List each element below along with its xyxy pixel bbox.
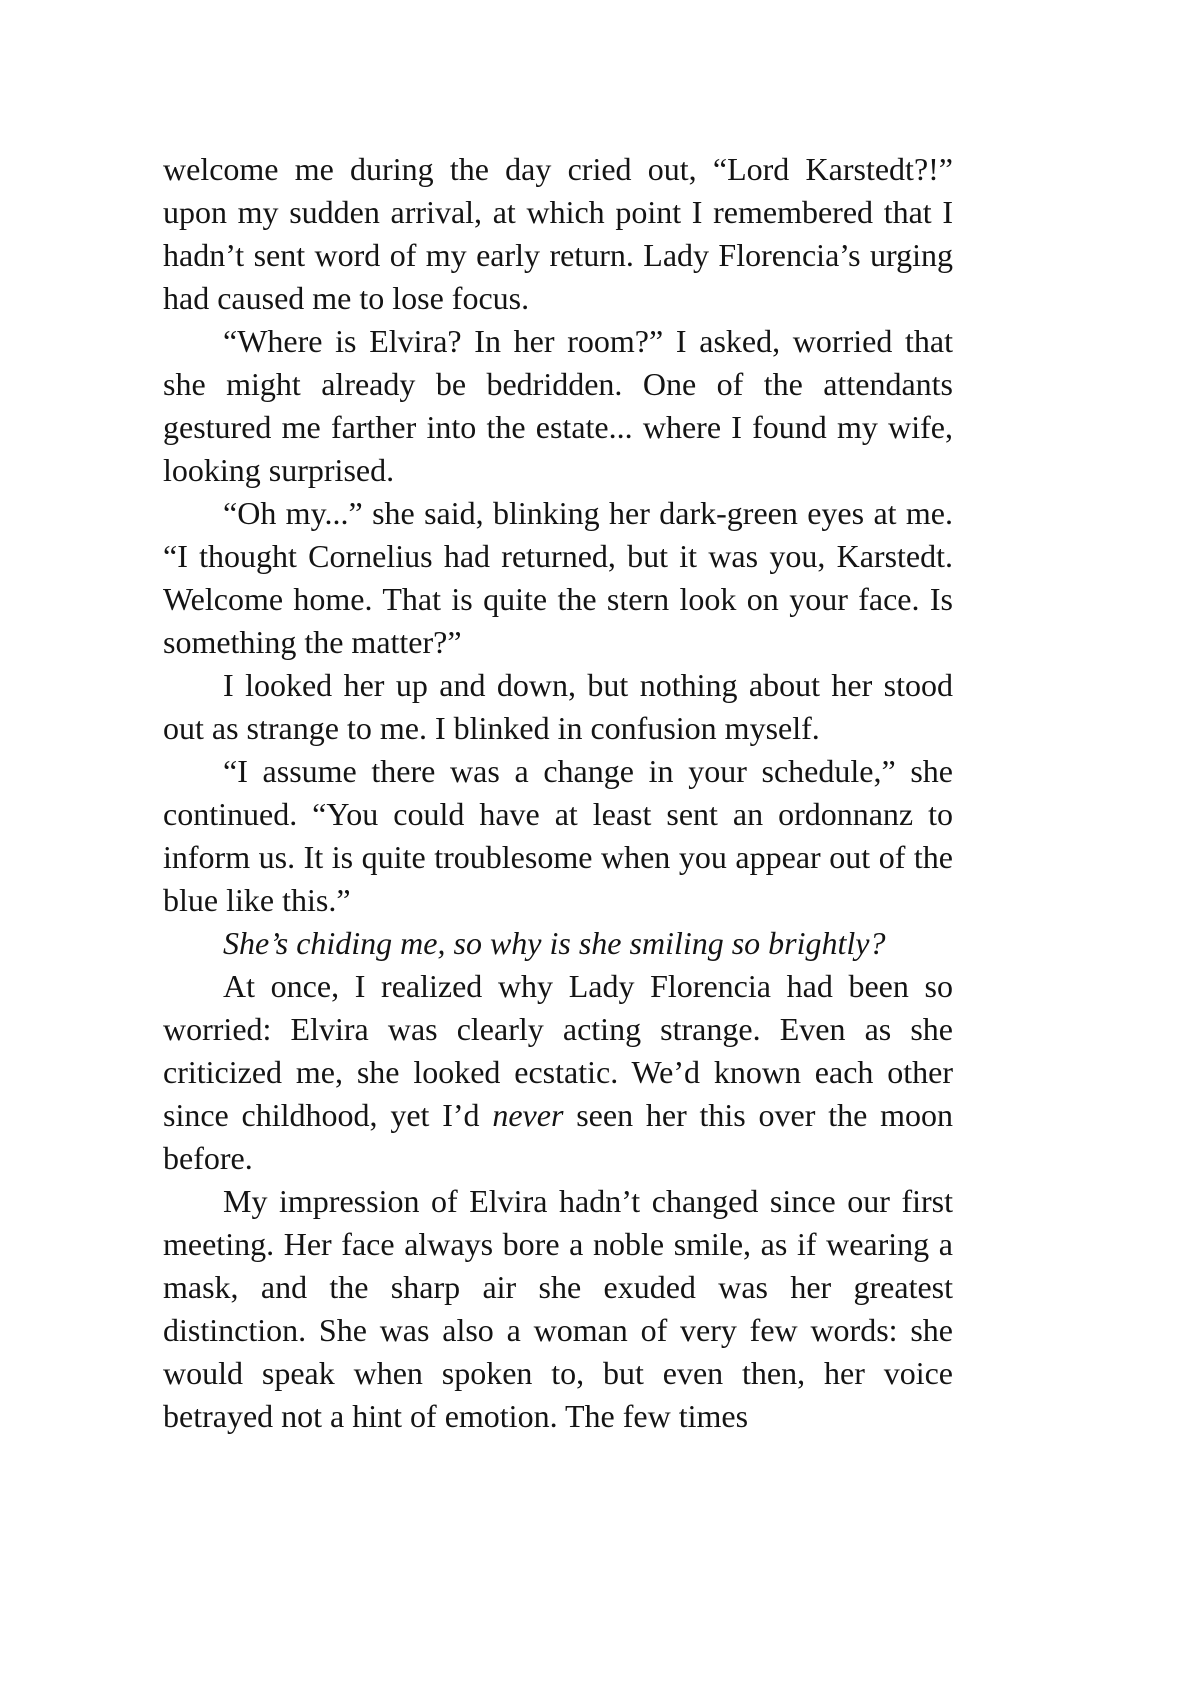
- text-segment: “Oh my...” she said, blinking her dark-green eyes at me. “I thought Cornelius had returned, but it was you, Karstedt. Welcome home. That is quite the stern look on your face. Is something the matter?”: [163, 495, 953, 660]
- paragraph: [163, 664, 953, 750]
- text-segment: seen her this over the moon before.: [163, 1097, 954, 1176]
- paragraph: [163, 922, 953, 965]
- paragraph: [163, 750, 953, 922]
- text-segment: welcome me during the day cried out, “Lord Karstedt?!” upon my sudden arrival, at which point I remembered that I hadn’t sent word of my early return. Lady Florencia’s urging had caused me to lose focus.: [163, 151, 953, 316]
- paragraph: [163, 148, 953, 320]
- paragraph: [163, 965, 953, 1180]
- paragraph: [163, 1180, 953, 1438]
- text-segment: I looked her up and down, but nothing about her stood out as strange to me. I blinked in confusion myself.: [163, 667, 953, 746]
- text-segment: She’s chiding me, so why is she smiling so brightly?: [223, 925, 886, 961]
- text-segment: never: [492, 1097, 564, 1133]
- paragraph: [163, 320, 953, 492]
- text-segment: “Where is Elvira? In her room?” I asked, worried that she might already be bedridden. One of the attendants gestured me farther into the estate... where I found my wife, looking surprised.: [163, 323, 953, 488]
- text-segment: “I assume there was a change in your schedule,” she continued. “You could have at least sent an ordonnanz to inform us. It is quite troublesome when you appear out of the blue like this.”: [163, 753, 953, 918]
- text-segment: At once, I realized why Lady Florencia had been so worried: Elvira was clearly acting strange. Even as she criticized me, she looked ecstatic. We’d known each other since childhood, yet I’d: [163, 968, 953, 1133]
- text-segment: My impression of Elvira hadn’t changed since our first meeting. Her face always bore a noble smile, as if wearing a mask, and the sharp air she exuded was her greatest distinction. She was also a woman of very few words: she would speak when spoken to, but even then, her voice betrayed not a hint of emotion. The few times: [163, 1183, 953, 1434]
- page-text: [163, 148, 953, 1438]
- paragraph: [163, 492, 953, 664]
